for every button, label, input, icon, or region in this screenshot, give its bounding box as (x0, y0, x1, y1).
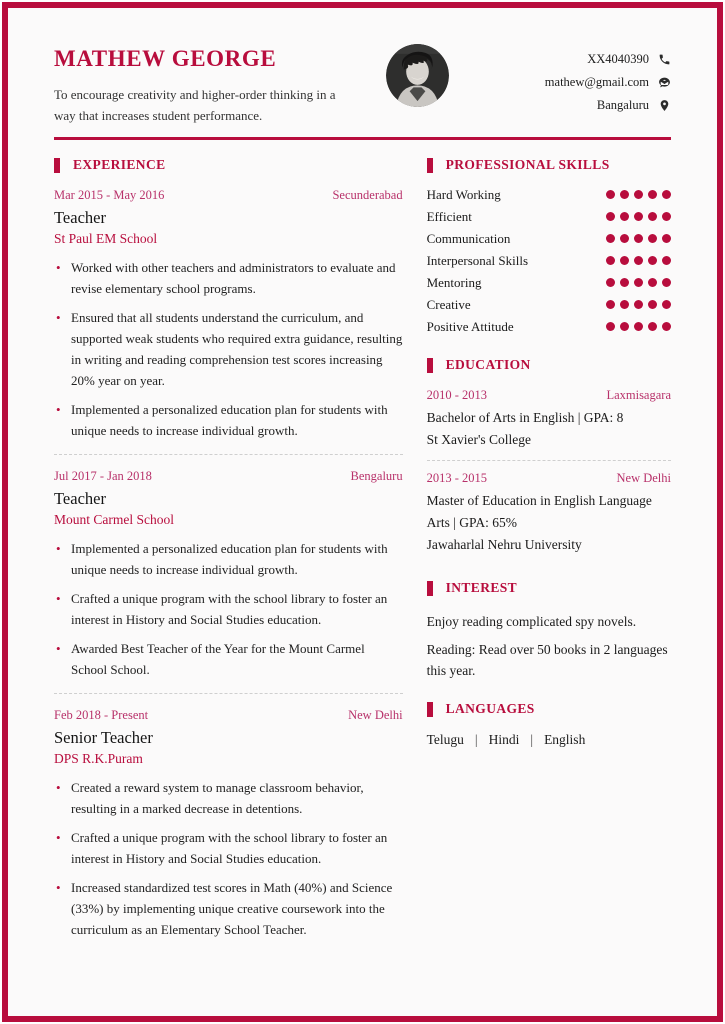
skill-row (427, 254, 671, 267)
language-item: Hindi (488, 732, 520, 747)
mail-icon (658, 76, 671, 89)
education-entry (427, 471, 671, 556)
location-text: Bangaluru (596, 98, 649, 112)
education-degree: Bachelor of Arts in English | GPA: 8 (426, 410, 624, 425)
candidate-name: MATHEW GEORGE (54, 46, 277, 71)
entry-separator (54, 693, 403, 694)
skill-row (427, 232, 671, 245)
interest-title-label: INTEREST (445, 580, 518, 595)
job-bullet: • Crafted a unique program with the school library to foster an interest in History and Social Studies education. (54, 588, 403, 630)
job-bullet: • Awarded Best Teacher of the Year for the Mount Carmel School School. (54, 638, 403, 680)
language-item: English (544, 732, 586, 747)
experience-column (54, 157, 403, 948)
job-role: Teacher (54, 489, 106, 508)
job-bullet: • Increased standardized test scores in Math (40%) and Science (33%) by implementing unique creative coursework into the curriculum as an Elementary School Teacher. (54, 877, 403, 940)
skill-label: Creative (426, 296, 471, 312)
skill-rating-dots (606, 212, 671, 221)
profile-photo (386, 44, 449, 107)
skill-rating-dots (606, 278, 671, 287)
skill-rating-dots (606, 300, 671, 309)
contact-phone (545, 48, 671, 71)
languages-list (427, 732, 671, 748)
skill-label: Interpersonal Skills (426, 252, 529, 268)
experience-section-title (54, 157, 403, 173)
job-bullet: • Implemented a personalized education plan for students with unique needs to increase individual growth. (54, 538, 403, 580)
job-organization: DPS R.K.Puram (54, 751, 143, 766)
section-bar-icon (427, 358, 433, 373)
phone-number: XX4040390 (587, 52, 649, 66)
education-entry (427, 388, 671, 451)
skill-label: Mentoring (426, 274, 482, 290)
education-location: Laxmisagara (606, 388, 671, 402)
interest-line: Reading: Read over 50 books in 2 languages this year. (426, 642, 668, 678)
languages-title-label: LANGUAGES (445, 701, 535, 716)
education-dates: 2013 - 2015 (426, 471, 488, 485)
job-dates: Feb 2018 - Present (54, 708, 149, 722)
language-separator: | (530, 732, 534, 747)
skill-rating-dots (606, 322, 671, 331)
contact-location (545, 94, 671, 117)
job-bullet: • Crafted a unique program with the school library to foster an interest in History and Social Studies education. (54, 827, 403, 869)
job-bullet: • Created a reward system to manage classroom behavior, resulting in a marked decrease in detentions. (54, 777, 403, 819)
skill-label: Efficient (426, 208, 472, 224)
education-school: Jawaharlal Nehru University (426, 537, 582, 552)
candidate-tagline: To encourage creativity and higher-order thinking in a way that increases student performance. (54, 87, 336, 123)
job-organization: Mount Carmel School (54, 512, 174, 527)
education-degree: Master of Education in English Language Arts | GPA: 65% (426, 493, 652, 530)
section-bar-icon (427, 581, 433, 596)
portrait-avatar-graphic (386, 44, 449, 107)
header-divider-line (54, 137, 671, 140)
job-bullet: • Worked with other teachers and administrators to evaluate and revise elementary school programs. (54, 257, 403, 299)
skills-title-label: PROFESSIONAL SKILLS (445, 157, 610, 172)
section-bar-icon (427, 158, 433, 173)
skills-section-title (427, 157, 671, 173)
education-title-label: EDUCATION (445, 357, 531, 372)
skill-rating-dots (606, 190, 671, 199)
skill-row (427, 188, 671, 201)
language-item: Telugu (426, 732, 464, 747)
resume-header (54, 40, 671, 126)
skill-rating-dots (606, 256, 671, 265)
skill-label: Positive Attitude (426, 318, 514, 334)
skill-rating-dots (606, 234, 671, 243)
experience-entry (54, 708, 403, 940)
job-location: Bengaluru (350, 469, 403, 483)
language-separator: | (474, 732, 478, 747)
languages-section-title (427, 701, 671, 717)
email-address: mathew@gmail.com (544, 75, 649, 89)
education-school: St Xavier's College (426, 432, 532, 447)
skill-label: Hard Working (426, 186, 501, 202)
skill-label: Communication (426, 230, 511, 246)
skill-row (427, 210, 671, 223)
job-location: New Delhi (348, 708, 403, 722)
contact-email (545, 71, 671, 94)
experience-title-label: EXPERIENCE (73, 157, 166, 172)
sidebar-column (427, 157, 671, 948)
resume-page (2, 2, 723, 1022)
job-bullet: • Implemented a personalized education plan for students with unique needs to increase individual growth. (54, 399, 403, 441)
experience-entry (54, 469, 403, 680)
job-location: Secunderabad (332, 188, 403, 202)
section-bar-icon (54, 158, 60, 173)
interest-section-title (427, 580, 671, 596)
job-bullet: • Ensured that all students understand the curriculum, and supported weak students who required extra guidance, resulting in writing and reading comprehension test scores increasing 20% year on year. (54, 307, 403, 391)
job-role: Teacher (54, 208, 106, 227)
entry-separator (427, 460, 671, 461)
job-dates: Jul 2017 - Jan 2018 (54, 469, 152, 483)
job-dates: Mar 2015 - May 2016 (54, 188, 165, 202)
location-icon (658, 99, 671, 112)
skill-row (427, 298, 671, 311)
interest-line: Enjoy reading complicated spy novels. (426, 614, 637, 629)
skill-row (427, 320, 671, 333)
phone-icon (658, 53, 671, 66)
education-location: New Delhi (616, 471, 671, 485)
section-bar-icon (427, 702, 433, 717)
header-identity (54, 40, 376, 126)
education-dates: 2010 - 2013 (426, 388, 488, 402)
entry-separator (54, 454, 403, 455)
skill-row (427, 276, 671, 289)
contact-block (545, 48, 671, 117)
job-role: Senior Teacher (54, 728, 153, 747)
education-section-title (427, 357, 671, 373)
experience-entry (54, 188, 403, 441)
job-organization: St Paul EM School (54, 231, 158, 246)
